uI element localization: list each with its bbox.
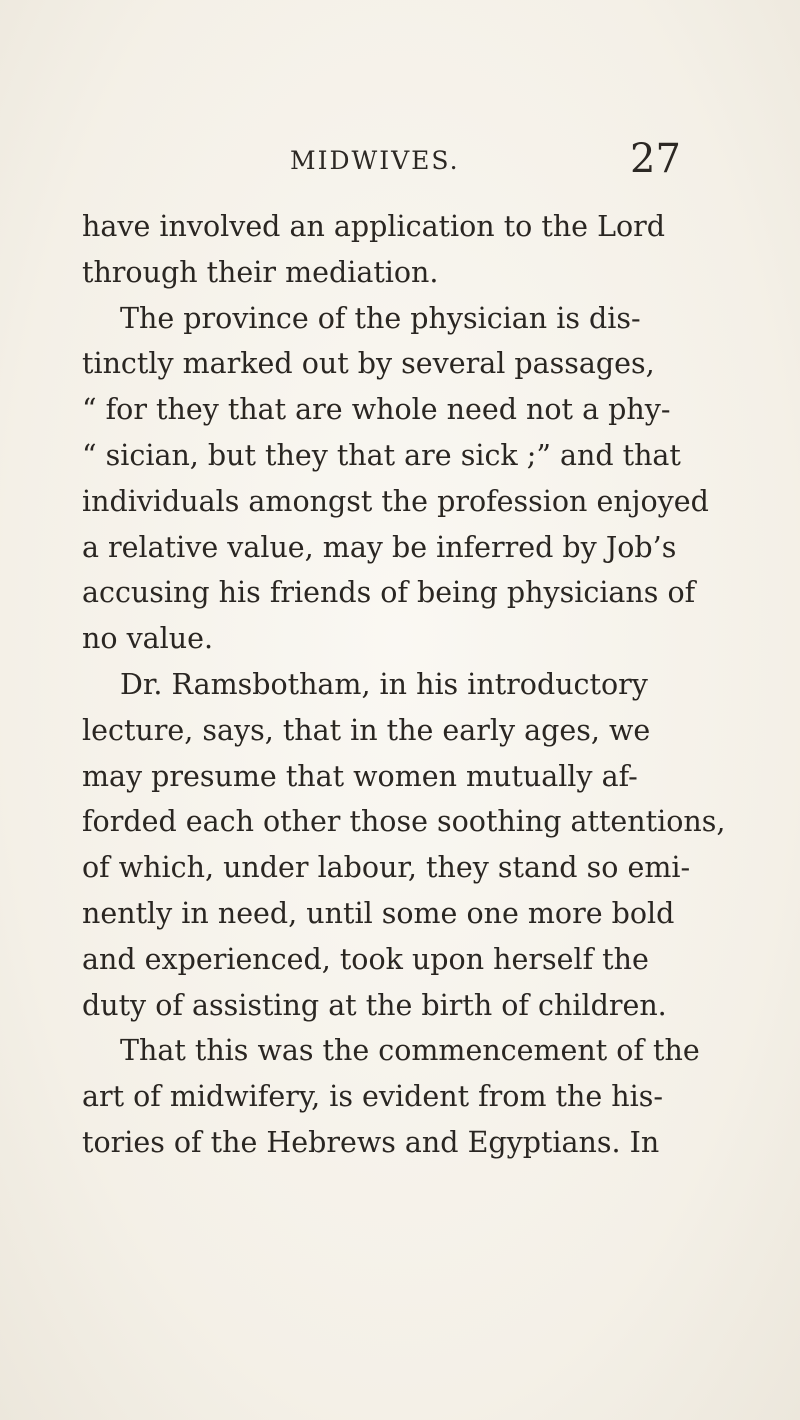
text-line: a relative value, may be inferred by Job’s: [82, 530, 677, 564]
text-line: forded each other those soothing attentions,: [82, 805, 726, 839]
text-line: tories of the Hebrews and Egyptians. In: [82, 1125, 660, 1159]
running-head: [0, 136, 800, 190]
text-line: lecture, says, that in the early ages, we: [82, 713, 651, 747]
text-line: individuals amongst the profession enjoyed: [82, 484, 709, 518]
text-line: art of midwifery, is evident from the his-: [82, 1080, 663, 1114]
text-line: no value.: [82, 622, 214, 656]
text-line: duty of assisting at the birth of children.: [82, 988, 667, 1022]
text-line: nently in need, until some one more bold: [82, 896, 675, 930]
text-line: “ for they that are whole need not a phy-: [82, 393, 671, 427]
text-line: have involved an application to the Lord: [82, 210, 666, 243]
text-line: Dr. Ramsbotham, in his introductory: [120, 667, 648, 701]
running-head-title: MIDWIVES.: [290, 146, 460, 175]
text-line: That this was the commencement of the: [120, 1034, 700, 1068]
text-line: of which, under labour, they stand so emi-: [82, 851, 691, 885]
body-text: [82, 204, 726, 1166]
page-number: 27: [630, 136, 681, 182]
text-line: through their mediation.: [82, 255, 439, 289]
text-line: tinctly marked out by several passages,: [82, 347, 655, 381]
text-line: accusing his friends of being physicians of: [82, 576, 696, 610]
text-line: may presume that women mutually af-: [82, 759, 638, 793]
text-line: and experienced, took upon herself the: [82, 942, 649, 976]
text-line: The province of the physician is dis-: [120, 301, 641, 335]
text-line: “ sician, but they that are sick ;” and that: [82, 438, 681, 472]
